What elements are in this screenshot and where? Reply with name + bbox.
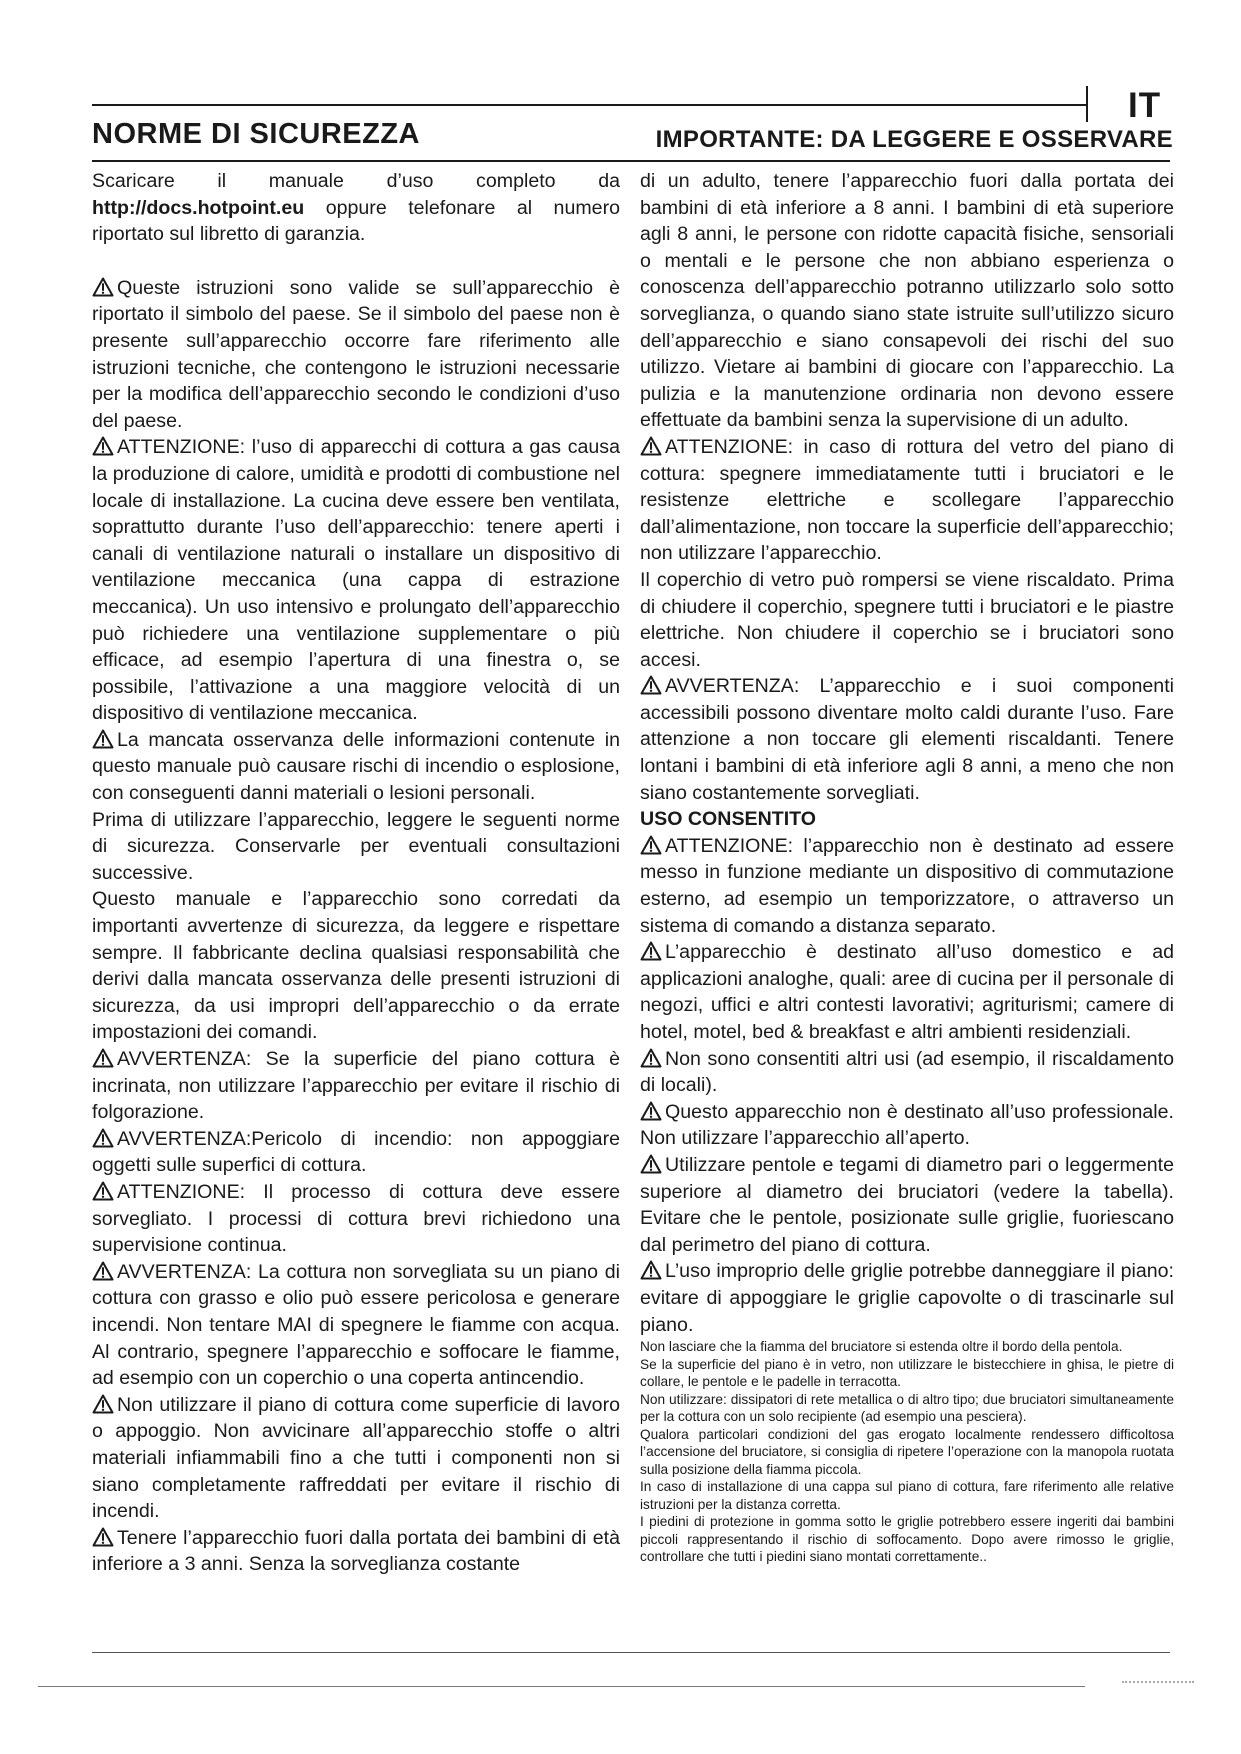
note: I piedini di protezione in gomma sotto le griglie potrebbero essere ingeriti dai bambini piccoli rappresentando il rischio di soffocamento. Dopo avere rimosso le griglie, controllare che tutti i piedini siano montati correttamente.. — [640, 1514, 1174, 1565]
paragraph: AVVERTENZA: Se la superficie del piano cottura è incrinata, non utilizzare l’apparecchio per evitare il rischio di folgorazione. — [92, 1048, 620, 1124]
warning-triangle-icon — [640, 1260, 662, 1280]
paragraph: AVVERTENZA:Pericolo di incendio: non appoggiare oggetti sulle superfici di cottura. — [92, 1127, 620, 1177]
warning-triangle-icon — [640, 1101, 662, 1121]
note: Qualora particolari condizioni del gas erogato localmente rendessero difficoltosa l’accensione del bruciatore, si consiglia di ripetere l’operazione con la manopola ruotata sulla posizione della fiamma piccola. — [640, 1426, 1174, 1477]
manual-link[interactable]: http://docs.hotpoint.eu — [92, 196, 305, 219]
page-subtitle: IMPORTANTE: DA LEGGERE E OSSERVARE — [655, 126, 1173, 153]
left-column — [92, 168, 620, 1578]
paragraph: Prima di utilizzare l’apparecchio, leggere le seguenti norme di sicurezza. Conservarle per eventuali consultazioni successive. — [92, 808, 620, 884]
page-title: NORME DI SICUREZZA — [92, 118, 420, 150]
paragraph: ATTENZIONE: l’uso di apparecchi di cottura a gas causa la produzione di calore, umidità e prodotti di combustione nel locale di installazione. La cucina deve essere ben ventilata, soprattutto durante l’uso dell’apparecchio: tenere aperti i canali di ventilazione naturali o installare un dispositivo di ventilazione meccanica (una cappa di estrazione meccanica). Un uso intensivo e prolungato dell’apparecchio può richiedere una ventilazione supplementare o più efficace, ad esempio l’apertura di una finestra o, se possibile, l’attivazione a una maggiore velocità di un dispositivo di ventilazione meccanica. — [92, 436, 620, 725]
footer-rule — [92, 1652, 1170, 1653]
paragraph: AVVERTENZA: L’apparecchio e i suoi componenti accessibili possono diventare molto caldi durante l’uso. Fare attenzione a non toccare gli elementi riscaldanti. Tenere lontani i bambini di età inferiore agli 8 anni, a meno che non siano costantemente sorvegliati. — [640, 675, 1174, 804]
paragraph: L’uso improprio delle griglie potrebbe danneggiare il piano: evitare di appoggiare le griglie capovolte o di trascinarle sul piano. — [640, 1260, 1174, 1336]
title-rule — [92, 160, 1170, 162]
paragraph: ATTENZIONE: l’apparecchio non è destinato ad essere messo in funzione mediante un dispositivo di commutazione esterno, ad esempio un temporizzatore, o attraverso un sistema di comando a distanza separato. — [640, 834, 1174, 937]
paragraph: Non utilizzare il piano di cottura come superficie di lavoro o appoggio. Non avvicinare all’apparecchio stoffe o altri materiali infiammabili fino a che tutti i componenti non si siano completamente raffreddati per evitare il rischio di incendi. — [92, 1393, 620, 1523]
warning-triangle-icon — [92, 1181, 114, 1201]
paragraph: Questo apparecchio non è destinato all’uso professionale. Non utilizzare l’apparecchio all’aperto. — [640, 1100, 1174, 1150]
warning-triangle-icon — [640, 1154, 662, 1174]
footer-mark — [1122, 1681, 1194, 1683]
warning-triangle-icon — [640, 436, 662, 456]
paragraph: di un adulto, tenere l’apparecchio fuori dalla portata dei bambini di età inferiore a 8 anni. I bambini di età superiore agli 8 anni, le persone con ridotte capacità fisiche, sensoriali o mentali e le persone che non abbiano esperienza o conoscenza dell’apparecchio potranno utilizzarlo solo sotto sorveglianza, o quando siano state istruite sull’utilizzo sicuro dell’apparecchio e siano consapevoli dei rischi del suo utilizzo. Vietare ai bambini di giocare con l’apparecchio. La pulizia e la manutenzione ordinaria non devono essere effettuate da bambini senza la supervisione di un adulto. — [640, 170, 1174, 432]
warning-triangle-icon — [92, 1527, 114, 1547]
warning-triangle-icon — [92, 277, 114, 297]
paragraph: AVVERTENZA: La cottura non sorvegliata su un piano di cottura con grasso e olio può essere pericolosa e generare incendi. Non tentare MAI di spegnere le fiamme con acqua. Al contrario, spegnere l’apparecchio e soffocare le fiamme, ad esempio con un coperchio o una coperta antincendio. — [92, 1260, 620, 1390]
paragraph: L’apparecchio è destinato all’uso domestico e ad applicazioni analoghe, quali: aree di cucina per il personale di negozi, uffici e altri contesti lavorativi; agriturismi; camere di hotel, motel, bed & breakfast e altri ambienti residenziali. — [640, 941, 1174, 1043]
header-rule-tick — [1086, 86, 1088, 122]
header-rule — [92, 104, 1086, 106]
paragraph: Utilizzare pentole e tegami di diametro pari o leggermente superiore al diametro dei bruciatori (vedere la tabella). Evitare che le pentole, posizionate sulle griglie, fuoriescano dal perimetro del piano di cottura. — [640, 1153, 1174, 1256]
warning-triangle-icon — [92, 1128, 114, 1148]
warning-triangle-icon — [92, 436, 114, 456]
note: Non utilizzare: dissipatori di rete metallica o di altro tipo; due bruciatori simultaneamente per la cottura con un solo recipiente (ad esempio una pesciera). — [640, 1391, 1174, 1425]
warning-triangle-icon — [640, 835, 662, 855]
right-column — [640, 168, 1174, 1566]
section-heading: USO CONSENTITO — [640, 808, 816, 831]
note: Se la superficie del piano è in vetro, non utilizzare le bistecchiere in ghisa, le pietre di collare, le pentole e le padelle in terracotta. — [640, 1356, 1174, 1390]
paragraph: Queste istruzioni sono valide se sull’apparecchio è riportato il simbolo del paese. Se il simbolo del paese non è presente sull’apparecchio occorre fare riferimento alle istruzioni tecniche, che contengono le istruzioni necessarie per la modifica dell’apparecchio secondo le condizioni d’uso del paese. — [92, 276, 620, 432]
warning-triangle-icon — [92, 1261, 114, 1281]
warning-triangle-icon — [92, 1394, 114, 1414]
warning-triangle-icon — [92, 729, 114, 749]
download-paragraph: Scaricare il manuale d’uso completo da http://docs.hotpoint.eu oppure telefonare al numero riportato sul libretto di garanzia. — [92, 170, 620, 246]
paragraph: Tenere l’apparecchio fuori dalla portata dei bambini di età inferiore a 3 anni. Senza la sorveglianza costante — [92, 1526, 620, 1576]
paragraph: Il coperchio di vetro può rompersi se viene riscaldato. Prima di chiudere il coperchio, spegnere tutti i bruciatori e le piastre elettriche. Non chiudere il coperchio se i bruciatori sono accesi. — [640, 568, 1174, 671]
warning-triangle-icon — [92, 1048, 114, 1068]
note: In caso di installazione di una cappa sul piano di cottura, fare riferimento alle relative istruzioni per la distanza corretta. — [640, 1479, 1174, 1512]
paragraph: ATTENZIONE: in caso di rottura del vetro del piano di cottura: spegnere immediatamente tutti i bruciatori e le resistenze elettriche e scollegare l’apparecchio dall’alimentazione, non toccare la superficie dell’apparecchio; non utilizzare l’apparecchio. — [640, 435, 1174, 565]
paragraph: Non sono consentiti altri usi (ad esempio, il riscaldamento di locali). — [640, 1047, 1174, 1097]
paragraph: ATTENZIONE: Il processo di cottura deve essere sorvegliato. I processi di cottura brevi richiedono una supervisione continua. — [92, 1180, 620, 1257]
language-code: IT — [1128, 86, 1162, 125]
paragraph: La mancata osservanza delle informazioni contenute in questo manuale può causare rischi di incendio o esplosione, con conseguenti danni materiali o lesioni personali. — [92, 728, 620, 805]
warning-triangle-icon — [640, 941, 662, 961]
note: Non lasciare che la fiamma del bruciatore si estenda oltre il bordo della pentola. — [640, 1339, 1123, 1355]
warning-triangle-icon — [640, 1048, 662, 1068]
page-bottom-rule — [38, 1686, 1085, 1687]
paragraph: Questo manuale e l’apparecchio sono corredati da importanti avvertenze di sicurezza, da leggere e rispettare sempre. Il fabbricante declina qualsiasi responsabilità che derivi dalla mancata osservanza delle presenti istruzioni di sicurezza, da usi impropri dell’apparecchio o da errate impostazioni dei comandi. — [92, 888, 620, 1044]
warning-triangle-icon — [640, 675, 662, 695]
